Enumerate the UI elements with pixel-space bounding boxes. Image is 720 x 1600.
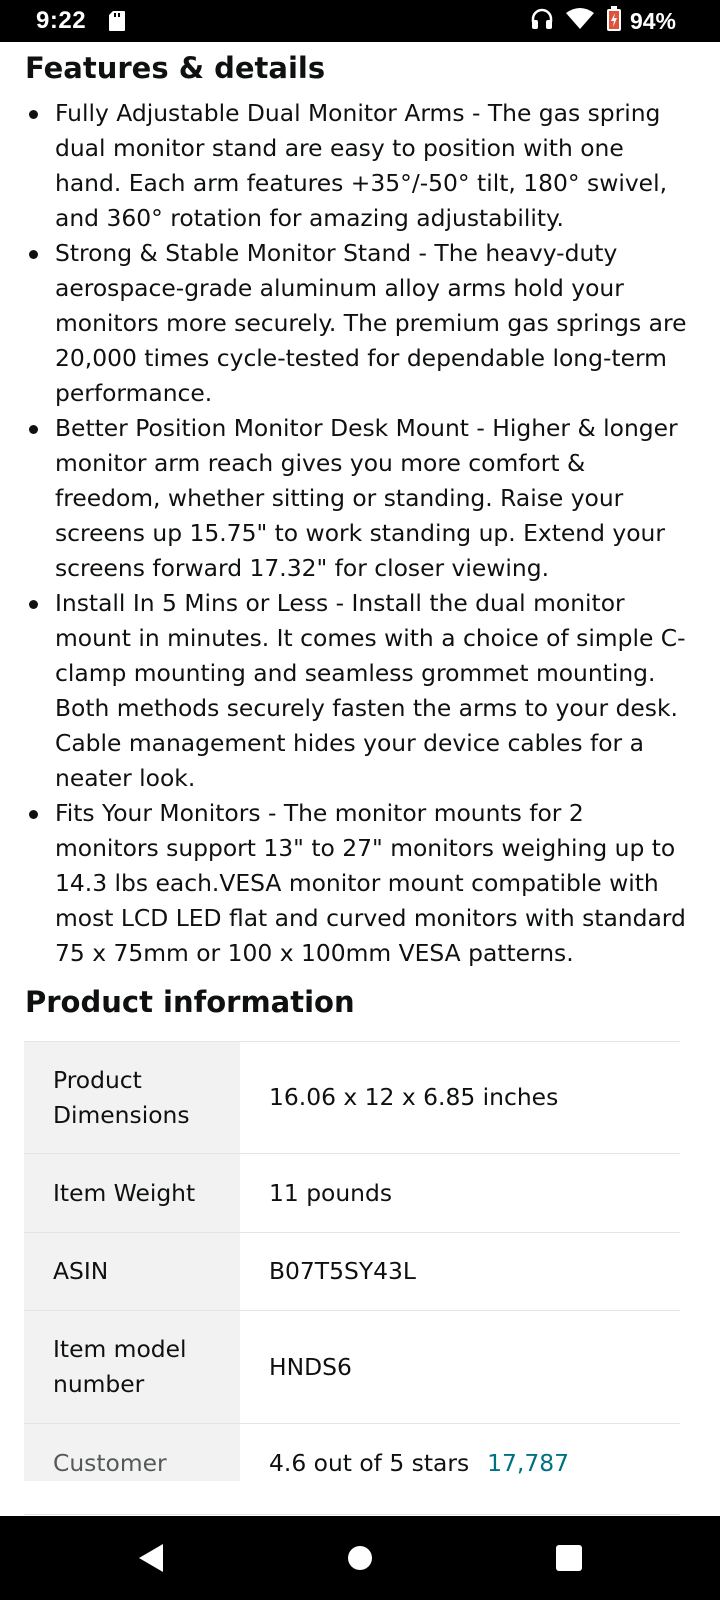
features-list: [0, 96, 720, 971]
row-value: 16.06 x 12 x 6.85 inches: [269, 1083, 559, 1111]
bullet-icon: [29, 425, 38, 434]
rating-text[interactable]: 4.6 out of 5 stars: [269, 1449, 470, 1477]
headphones-icon: [530, 7, 554, 36]
home-icon[interactable]: [345, 1542, 375, 1579]
row-value: B07T5SY43L: [269, 1257, 416, 1285]
product-info-table: [24, 1041, 680, 1515]
back-icon[interactable]: [136, 1542, 166, 1579]
feature-text: Fits Your Monitors - The monitor mounts for 2 monitors support 13" to 27" monitors weighing up to 14.3 lbs each.VESA monitor mount compatible with most LCD LED flat and curved monitors with standard 75 x 75mm or 100 x 100mm VESA patterns.: [55, 799, 686, 967]
table-row: [24, 1154, 680, 1233]
feature-text: Better Position Monitor Desk Mount - Higher & longer monitor arm reach gives you more comfort & freedom, whether sitting or standing. Raise your screens up 15.75" to work standing up. Extend your screens forward 17.32" for closer viewing.: [55, 414, 678, 582]
row-value: 11 pounds: [269, 1178, 393, 1207]
feature-item: [0, 96, 720, 236]
row-value: [240, 1424, 680, 1481]
recents-icon[interactable]: [554, 1542, 584, 1579]
features-title: Features & details: [25, 51, 326, 85]
wifi-icon: [566, 7, 594, 36]
product-info-title: Product information: [25, 985, 355, 1019]
row-label: Item model number: [24, 1311, 240, 1423]
bullet-icon: [29, 810, 38, 819]
bullet-icon: [29, 110, 38, 119]
feature-item: [0, 411, 720, 586]
row-value: HNDS6: [269, 1352, 352, 1381]
page-content[interactable]: [0, 42, 720, 1516]
feature-item: [0, 796, 720, 971]
battery-percent: 94%: [629, 8, 676, 34]
row-label: Item Weight: [24, 1154, 240, 1232]
bullet-icon: [29, 250, 38, 259]
table-row: [24, 1233, 680, 1311]
battery-icon: [606, 6, 622, 37]
status-icons: [530, 6, 676, 37]
sd-card-icon: [108, 10, 126, 37]
navigation-bar: [0, 1516, 720, 1600]
status-bar: [0, 0, 720, 42]
row-label: ASIN: [24, 1233, 240, 1310]
feature-text: Fully Adjustable Dual Monitor Arms - The gas spring dual monitor stand are easy to position with one hand. Each arm features +35°/-50° tilt, 180° swivel, and 360° rotation for amazing adjustability.: [55, 99, 668, 232]
table-row: [24, 1311, 680, 1424]
table-row: [24, 1424, 680, 1515]
row-label: Customer: [24, 1424, 240, 1481]
feature-item: [0, 586, 720, 796]
feature-text: Install In 5 Mins or Less - Install the dual monitor mount in minutes. It comes with a choice of simple C-clamp mounting and seamless grommet mounting. Both methods securely fasten the arms to your desk. Cable management hides your device cables for a neater look.: [55, 589, 686, 792]
status-time: 9:22: [36, 7, 87, 34]
feature-item: [0, 236, 720, 411]
feature-text: Strong & Stable Monitor Stand - The heavy-duty aerospace-grade aluminum alloy arms hold your monitors more securely. The premium gas springs are 20,000 times cycle-tested for dependable long-term performance.: [55, 239, 687, 407]
row-label: Product Dimensions: [24, 1042, 240, 1153]
table-row: [24, 1042, 680, 1154]
ratings-count-link[interactable]: 17,787: [487, 1449, 570, 1477]
bullet-icon: [29, 600, 38, 609]
